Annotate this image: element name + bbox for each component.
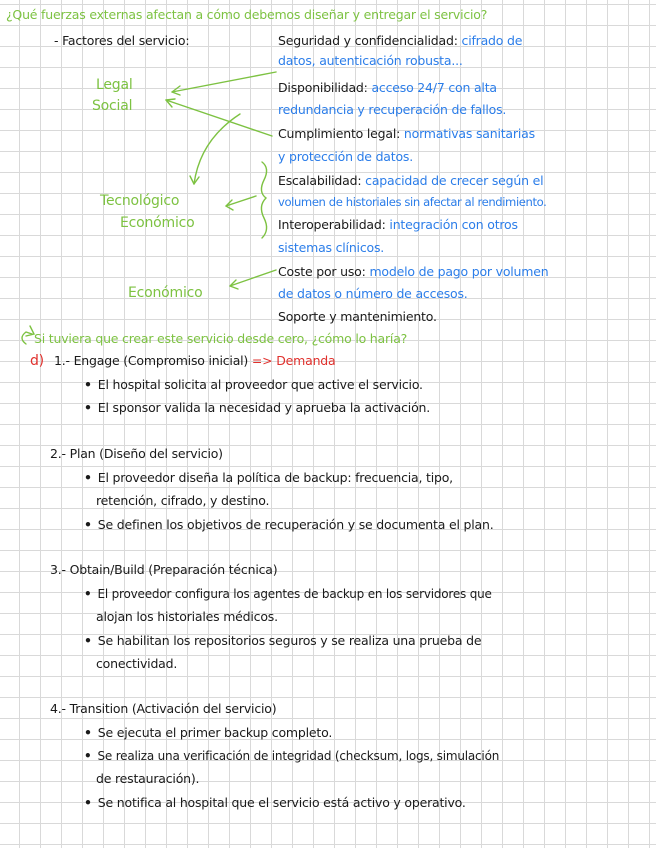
factor-name: Coste por uso:: [278, 264, 366, 279]
factor-desc: modelo de pago por volumen: [369, 264, 549, 279]
factor-desc-cont: datos, autenticación robusta...: [278, 53, 463, 68]
factor-name: Interoperabilidad:: [278, 217, 386, 232]
factor-desc: acceso 24/7 con alta: [371, 80, 497, 95]
step-2-bullet-1: • El proveedor diseña la política de backup: frecuencia, tipo,: [84, 469, 453, 487]
factor-desc: cifrado de: [461, 33, 523, 48]
step-3-bullet-1: • El proveedor configura los agentes de backup en los servidores que: [84, 585, 492, 603]
step-1-title: [54, 352, 335, 370]
step-2-title: 2.- Plan (Diseño del servicio): [50, 446, 223, 461]
factor-name: Cumplimiento legal:: [278, 126, 401, 141]
factor-name: Seguridad y confidencialidad:: [278, 33, 458, 48]
question2-heading: Si tuviera que crear este servicio desde cero, ¿cómo lo haría?: [34, 331, 408, 346]
factor-desc: normativas sanitarias: [403, 126, 535, 141]
label-economico: Económico: [120, 215, 195, 231]
step-4-bullet-3: • Se notifica al hospital que el servicio está activo y operativo.: [84, 794, 466, 812]
step-4-bullet-2: • Se realiza una verificación de integridad (checksum, logs, simulación: [84, 747, 499, 765]
arrow-question2: [22, 332, 32, 344]
label-tecnologico: Tecnológico: [100, 193, 180, 209]
factor-name: Disponibilidad:: [278, 80, 368, 95]
step-2-bullet-1-cont: retención, cifrado, y destino.: [96, 493, 270, 508]
step-3-bullet-1-cont: alojan los historiales médicos.: [96, 609, 278, 624]
factor-desc: capacidad de crecer según el: [365, 173, 544, 188]
label-social: Social: [92, 98, 133, 114]
section-letter: d): [30, 353, 44, 369]
step-3-bullet-2-cont: conectividad.: [96, 656, 178, 671]
bracket: [261, 162, 266, 238]
step-4-title: 4.- Transition (Activación del servicio): [50, 701, 277, 716]
arrow-to-economico-2: [230, 270, 276, 286]
factor-desc: integración con otros: [389, 217, 518, 232]
factor-desc-cont: redundancia y recuperación de fallos.: [278, 102, 507, 117]
label-legal: Legal: [96, 77, 133, 93]
step-4-bullet-2-cont: de restauración).: [96, 771, 200, 786]
step-4-bullet-1: • Se ejecuta el primer backup completo.: [84, 724, 332, 742]
step-2-bullet-2: • Se definen los objetivos de recuperación y se documenta el plan.: [84, 516, 493, 534]
factor-desc-cont: volumen de historiales sin afectar al rendimiento.: [278, 195, 547, 209]
step-1-bullet-2: • El sponsor valida la necesidad y aprueba la activación.: [84, 399, 430, 417]
factors-intro: - Factores del servicio:: [54, 33, 190, 48]
factor-desc-cont: de datos o número de accesos.: [278, 286, 468, 301]
step-title: 1.- Engage (Compromiso inicial): [54, 353, 249, 368]
question-heading: ¿Qué fuerzas externas afectan a cómo debemos diseñar y entregar el servicio?: [6, 7, 488, 22]
step-suffix: => Demanda: [251, 353, 336, 368]
factor-name: Escalabilidad:: [278, 173, 362, 188]
step-3-bullet-2: • Se habilitan los repositorios seguros y se realiza una prueba de: [84, 632, 481, 650]
label-economico-2: Económico: [128, 285, 203, 301]
arrow-to-legal: [172, 72, 276, 92]
factor-desc-cont: sistemas clínicos.: [278, 240, 385, 255]
step-3-title: 3.- Obtain/Build (Preparación técnica): [50, 562, 278, 577]
factor-support: Soporte y mantenimiento.: [278, 309, 437, 324]
step-1-bullet-1: • El hospital solicita al proveedor que active el servicio.: [84, 376, 423, 394]
arrow-to-tecnologico: [194, 114, 240, 184]
factor-desc-cont: y protección de datos.: [278, 149, 413, 164]
